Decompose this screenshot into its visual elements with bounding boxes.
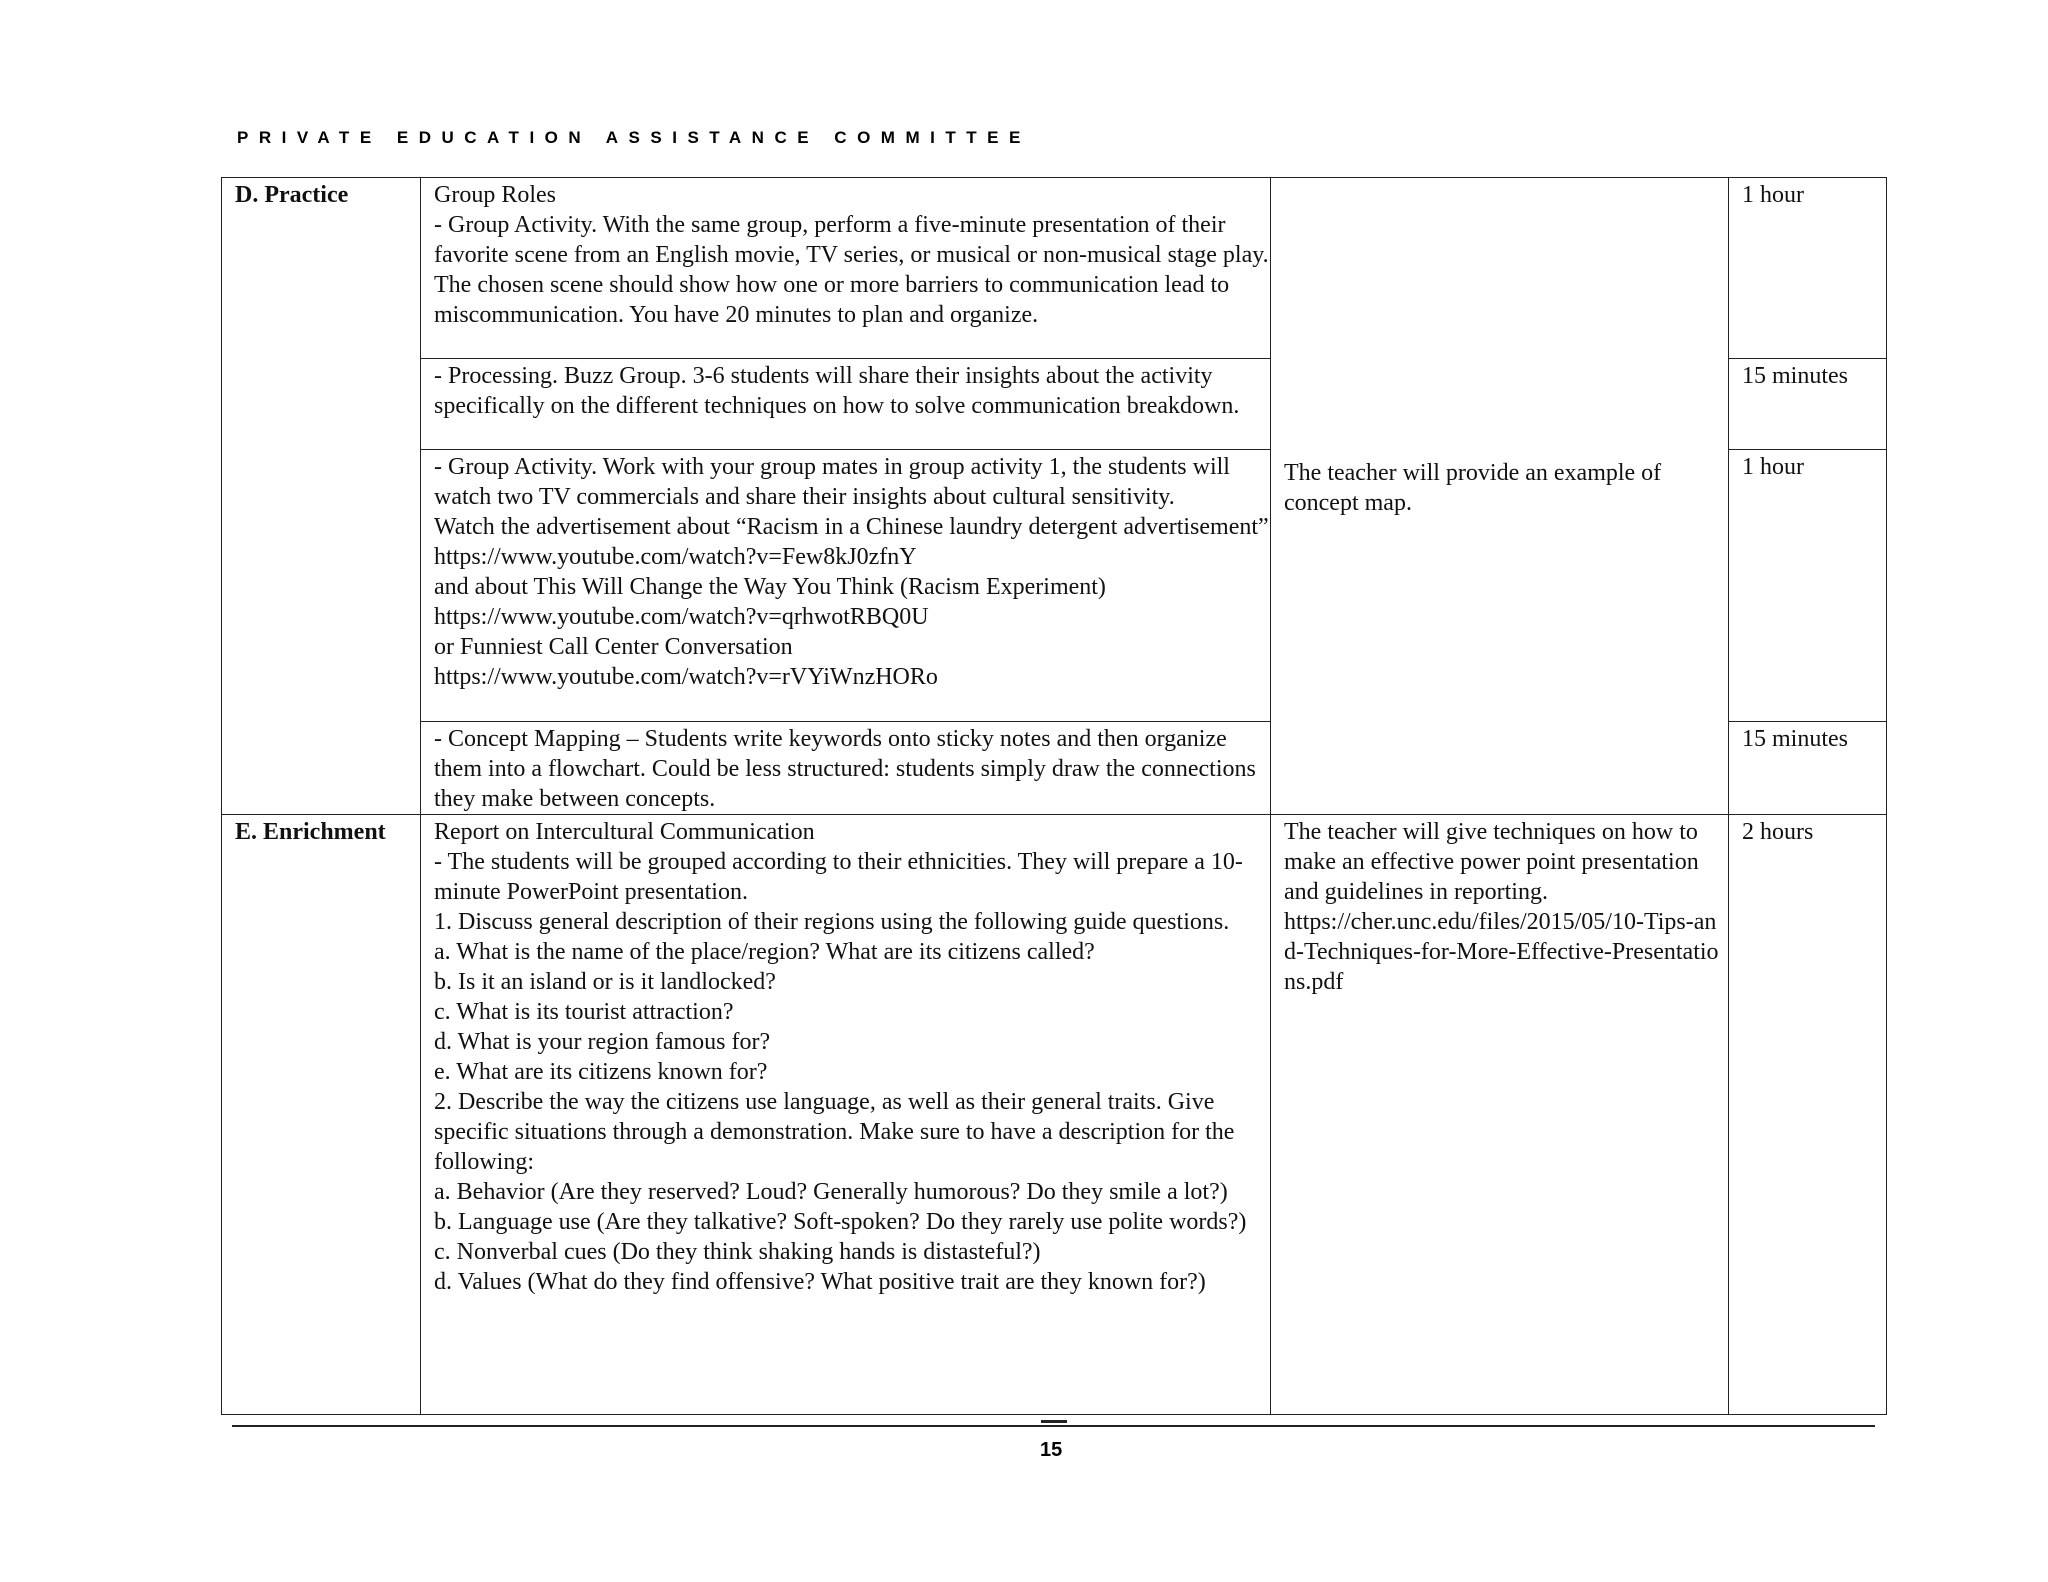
activity-text: - Concept Mapping – Students write keywords onto sticky notes and then organize them into a flowchart. Could be less structured: students simply draw the connections they make between concepts.	[434, 726, 1256, 812]
activity-text: Watch the advertisement about “Racism in a Chinese laundry detergent advertisement” https://www.youtube.com/watch?v=Few8kJ0zfnY	[434, 514, 1269, 570]
activity-cell	[421, 359, 1271, 450]
time-cell: 15 minutes	[1729, 359, 1887, 450]
activity-text: - Processing. Buzz Group. 3-6 students will share their insights about the activity specifically on the different techniques on how to solve communication breakdown.	[434, 363, 1240, 419]
guide-question: d. What is your region famous for?	[434, 1029, 771, 1055]
table-row	[222, 815, 1887, 1415]
organization-header: PRIVATE EDUCATION ASSISTANCE COMMITTEE	[237, 128, 1031, 147]
time-cell: 1 hour	[1729, 178, 1887, 359]
teacher-note-cell	[1271, 178, 1729, 815]
time-cell: 2 hours	[1729, 815, 1887, 1415]
time-cell: 15 minutes	[1729, 722, 1887, 815]
guide-question: a. What is the name of the place/region? What are its citizens called?	[434, 939, 1095, 965]
activity-text: and about This Will Change the Way You Think (Racism Experiment)	[434, 574, 1106, 600]
time-cell: 1 hour	[1729, 450, 1887, 722]
guide-question: e. What are its citizens known for?	[434, 1059, 768, 1085]
description-item: c. Nonverbal cues (Do they think shaking hands is distasteful?)	[434, 1239, 1041, 1265]
lesson-plan-table	[221, 177, 1887, 1415]
activity-cell	[421, 450, 1271, 722]
description-item: d. Values (What do they find offensive? What positive trait are they known for?)	[434, 1269, 1206, 1295]
activity-cell	[421, 815, 1271, 1415]
footer-divider	[232, 1425, 1875, 1427]
teacher-note: The teacher will provide an example of concept map.	[1284, 460, 1662, 516]
activity-text: or Funniest Call Center Conversation	[434, 634, 793, 660]
teacher-note-cell	[1271, 815, 1729, 1415]
guide-question: c. What is its tourist attraction?	[434, 999, 734, 1025]
activity-text: - The students will be grouped according to their ethnicities. They will prepare a 10-minute PowerPoint presentation.	[434, 849, 1243, 905]
table-row	[222, 178, 1887, 359]
phase-label-practice: D. Practice	[222, 178, 421, 815]
activity-cell	[421, 178, 1271, 359]
activity-text: - Group Activity. Work with your group mates in group activity 1, the students will watch two TV commercials and share their insights about cultural sensitivity.	[434, 454, 1230, 510]
video-link[interactable]: https://www.youtube.com/watch?v=qrhwotRBQ0U	[434, 604, 929, 630]
resource-link[interactable]: https://cher.unc.edu/files/2015/05/10-Tips-and-Techniques-for-More-Effective-Presentations.pdf	[1284, 909, 1719, 995]
activity-text: 2. Describe the way the citizens use language, as well as their general traits. Give specific situations through a demonstration. Make sure to have a description for the following:	[434, 1089, 1235, 1175]
activity-cell	[421, 722, 1271, 815]
activity-title: Group Roles	[434, 182, 556, 208]
guide-question: b. Is it an island or is it landlocked?	[434, 969, 776, 995]
phase-label-enrichment: E. Enrichment	[222, 815, 421, 1415]
footer-mark	[1041, 1420, 1067, 1423]
description-item: a. Behavior (Are they reserved? Loud? Generally humorous? Do they smile a lot?)	[434, 1179, 1228, 1205]
activity-text: - Group Activity. With the same group, perform a five-minute presentation of their favorite scene from an English movie, TV series, or musical or non-musical stage play. The chosen scene should show how one or more barriers to communication lead to miscommunication. You have 20 minutes to plan and organize.	[434, 212, 1269, 328]
activity-title: Report on Intercultural Communication	[434, 819, 815, 845]
teacher-note: The teacher will give techniques on how to make an effective power point presentation and guidelines in reporting.	[1284, 819, 1699, 905]
activity-text: 1. Discuss general description of their regions using the following guide questions.	[434, 909, 1230, 935]
page-number: 15	[1040, 1439, 1063, 1461]
description-item: b. Language use (Are they talkative? Soft-spoken? Do they rarely use polite words?)	[434, 1209, 1247, 1235]
video-link[interactable]: https://www.youtube.com/watch?v=rVYiWnzHORo	[434, 664, 938, 690]
